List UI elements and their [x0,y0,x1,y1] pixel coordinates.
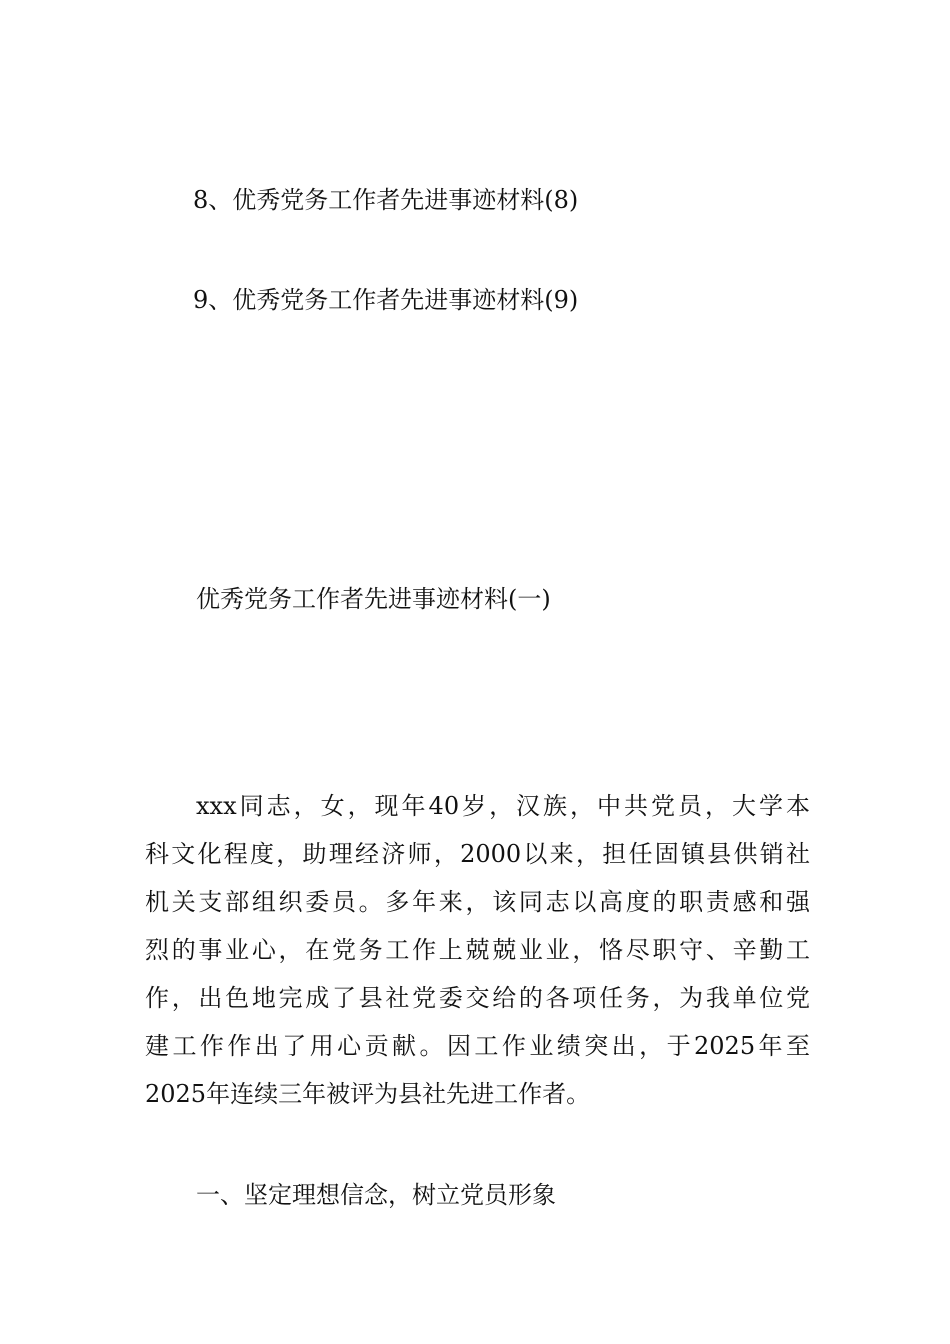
paragraph-line: 建工作作出了用心贡献。因工作业绩突出，于2025年至 [145,1032,810,1060]
paragraph-line: xxx同志，女，现年40岁，汉族，中共党员，大学本 [196,792,810,820]
toc-item-8[interactable]: 8、优秀党务工作者先进事迹材料(8) [193,186,579,214]
paragraph-line: 2025年连续三年被评为县社先进工作者。 [145,1080,591,1108]
section-heading: 一、坚定理想信念，树立党员形象 [196,1181,556,1209]
paragraph-line: 作，出色地完成了县社党委交给的各项任务，为我单位党 [145,984,810,1012]
paragraph-line: 机关支部组织委员。多年来，该同志以高度的职责感和强 [145,888,810,916]
document-title: 优秀党务工作者先进事迹材料(一) [196,585,551,613]
paragraph-line: 科文化程度，助理经济师，2000以来，担任固镇县供销社 [145,840,810,868]
paragraph-line: 烈的事业心，在党务工作上兢兢业业，恪尽职守、辛勤工 [145,936,810,964]
intro-paragraph [145,782,810,1118]
toc-item-9[interactable]: 9、优秀党务工作者先进事迹材料(9) [193,286,579,314]
